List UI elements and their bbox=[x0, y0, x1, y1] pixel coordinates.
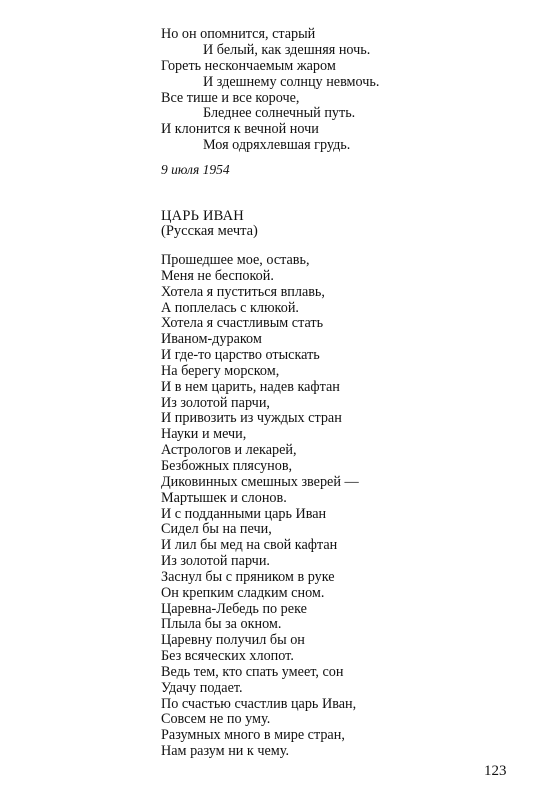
stanza-line: Гореть нескончаемым жаром bbox=[161, 57, 336, 74]
poem-line: Сидел бы на печи, bbox=[161, 521, 272, 538]
poem-line: Нам разум ни к чему. bbox=[161, 743, 289, 760]
poem-line: Он крепким сладким сном. bbox=[161, 584, 325, 601]
poem-line: Науки и мечи, bbox=[161, 426, 247, 443]
stanza-line: И здешнему солнцу невмочь. bbox=[203, 73, 380, 90]
poem-line: Иваном-дураком bbox=[161, 331, 262, 348]
page-number: 123 bbox=[484, 763, 507, 779]
stanza-line: Все тише и все короче, bbox=[161, 89, 300, 106]
poem-line: И лил бы мед на свой кафтан bbox=[161, 537, 338, 554]
poem-line: Царевна-Лебедь по реке bbox=[161, 600, 307, 617]
poem-line: Совсем не по уму. bbox=[161, 711, 271, 728]
poem-line: Хотела я пуститься вплавь, bbox=[161, 283, 325, 300]
poem-line: И с подданными царь Иван bbox=[161, 505, 327, 522]
poem-line: Безбожных плясунов, bbox=[161, 457, 293, 474]
poem-line: Удачу подает. bbox=[161, 679, 243, 696]
poem-line: Из золотой парчи. bbox=[161, 553, 270, 570]
poem-line: Мартышек и слонов. bbox=[161, 489, 287, 506]
stanza-line: Но он опомнится, старый bbox=[161, 26, 316, 42]
poem-date: 9 июля 1954 bbox=[161, 162, 230, 177]
poem-line: Меня не беспокой. bbox=[161, 267, 274, 284]
poem-line: Хотела я счастливым стать bbox=[161, 315, 324, 332]
poem-line: На берегу морском, bbox=[161, 362, 280, 379]
poem-subtitle: (Русская мечта) bbox=[161, 223, 258, 239]
poem-line: Астрологов и лекарей, bbox=[161, 442, 297, 459]
poem-line: А поплелась с клюкой. bbox=[161, 299, 299, 316]
stanza-line: Моя одряхлевшая грудь. bbox=[203, 137, 351, 154]
poem-line: Диковинных смешных зверей — bbox=[161, 473, 359, 490]
poem-line: Плыла бы за окном. bbox=[161, 616, 282, 633]
poem-line: Царевну получил бы он bbox=[161, 632, 305, 649]
poem-title: ЦАРЬ ИВАН bbox=[161, 208, 244, 224]
stanza-line: И клонится к вечной ночи bbox=[161, 121, 319, 138]
poem-line: И привозить из чуждых стран bbox=[161, 410, 342, 427]
poem-line: Ведь тем, кто спать умеет, сон bbox=[161, 663, 344, 680]
poem-line: Разумных много в мире стран, bbox=[161, 727, 345, 744]
poem-line: Прошедшее мое, оставь, bbox=[161, 252, 310, 268]
poem-body bbox=[161, 253, 491, 760]
poem-line: И где-то царство отыскать bbox=[161, 347, 320, 364]
poem-line: По счастью счастлив царь Иван, bbox=[161, 695, 357, 712]
stanza-line: Бледнее солнечный путь. bbox=[203, 105, 356, 122]
poem-line: Из золотой парчи, bbox=[161, 394, 270, 411]
poem-line: Заснул бы с пряником в руке bbox=[161, 568, 335, 585]
poem-line: Без всяческих хлопот. bbox=[161, 648, 294, 665]
previous-poem-ending bbox=[161, 27, 481, 154]
stanza-line: И белый, как здешняя ночь. bbox=[203, 41, 371, 58]
poem-line: И в нем царить, надев кафтан bbox=[161, 378, 340, 395]
